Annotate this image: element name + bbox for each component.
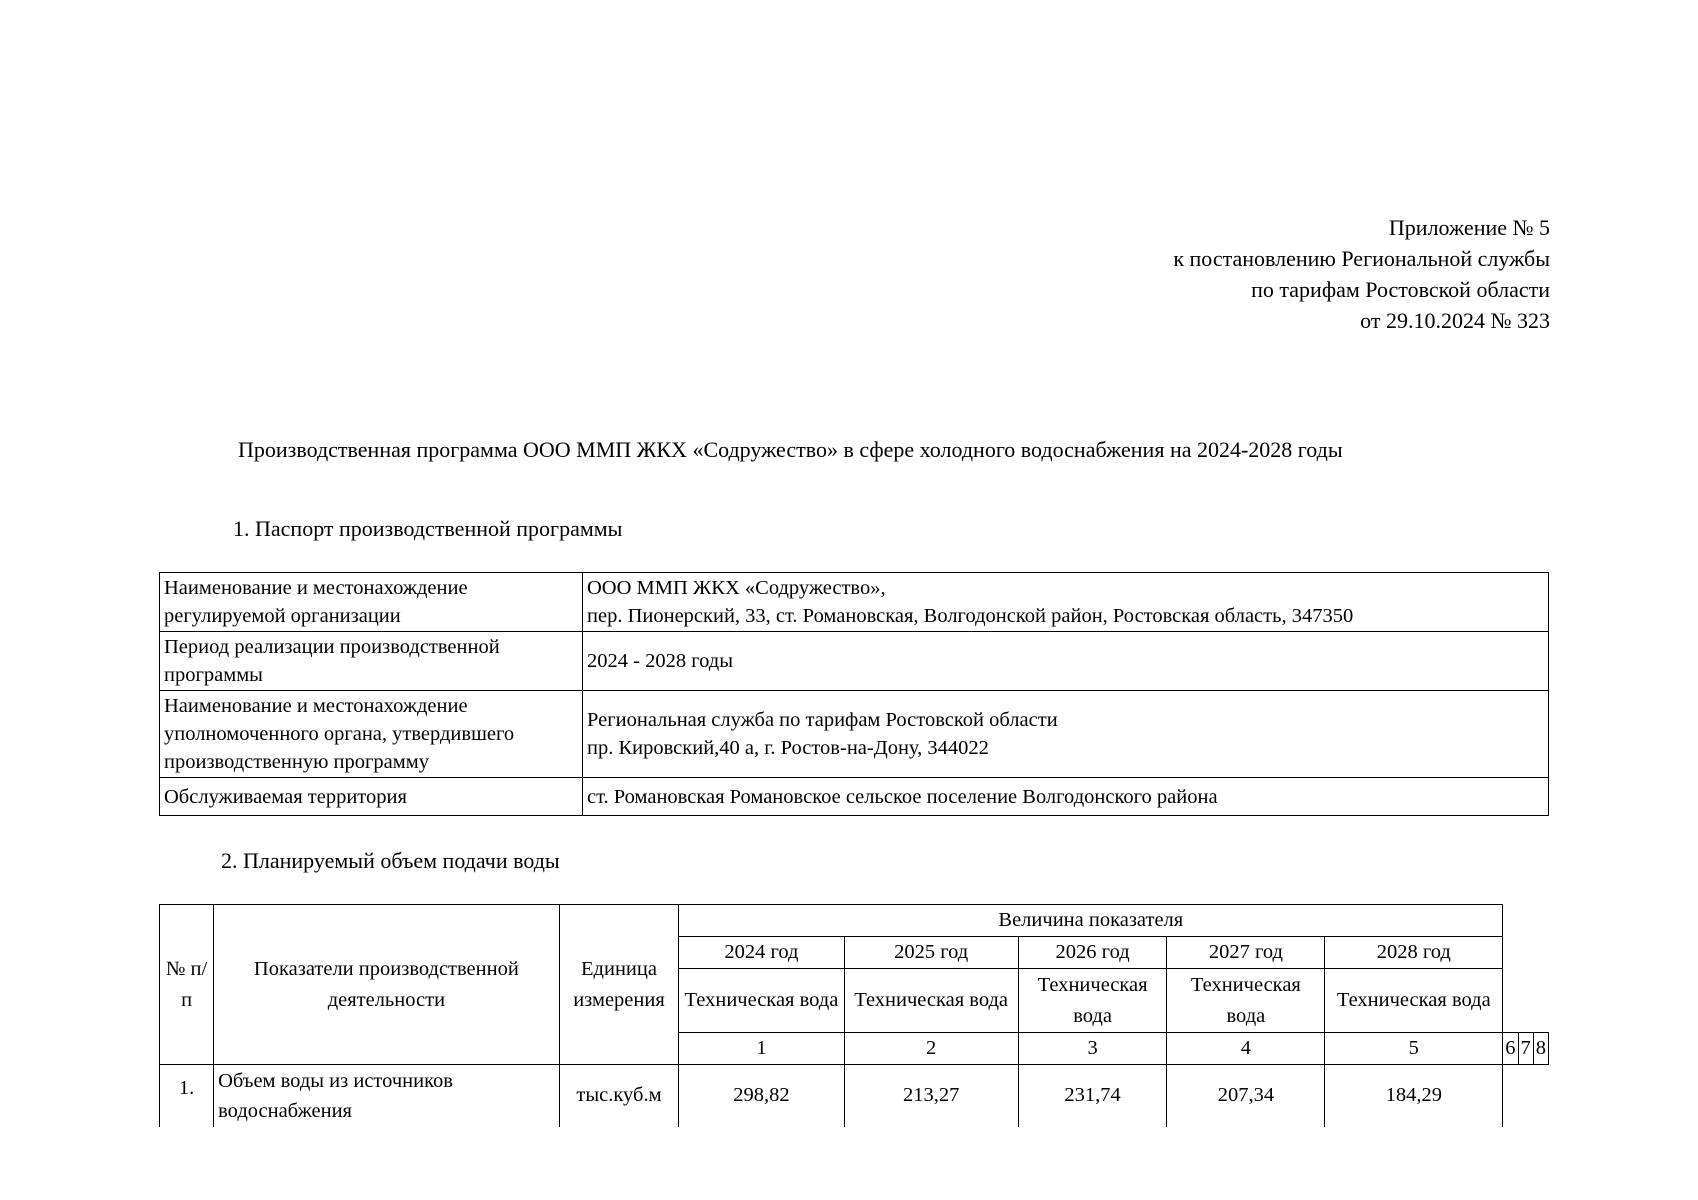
header-num: № п/п — [160, 905, 214, 1065]
table-row — [160, 1065, 1549, 1127]
column-number: 6 — [1503, 1033, 1518, 1065]
passport-row-territory — [160, 778, 1549, 816]
passport-value-line: ООО ММП ЖКХ «Содружество», — [587, 577, 886, 599]
passport-value-line: Региональная служба по тарифам Ростовской области — [587, 709, 1058, 731]
header-year: 2026 год — [1018, 937, 1167, 969]
header-water-type: Техническая вода — [1167, 969, 1325, 1033]
column-number: 4 — [1167, 1033, 1325, 1065]
passport-label: Обслуживаемая территория — [160, 778, 583, 816]
header-year: 2027 год — [1167, 937, 1325, 969]
passport-value-line: пер. Пионерский, 33, ст. Романовская, Волгодонской район, Ростовская область, 347350 — [587, 605, 1354, 627]
passport-value — [583, 778, 1549, 816]
row-value: 213,27 — [844, 1065, 1018, 1127]
appendix-line-3: по тарифам Ростовской области — [1251, 277, 1550, 302]
passport-row-period — [160, 632, 1549, 691]
passport-value — [583, 632, 1549, 691]
section-2-heading: 2. Планируемый объем подачи воды — [221, 848, 560, 873]
passport-row-organization — [160, 573, 1549, 632]
header-water-type: Техническая вода — [679, 969, 844, 1033]
row-value: 184,29 — [1325, 1065, 1503, 1127]
header-value-group: Величина показателя — [679, 905, 1503, 937]
row-unit: тыс.куб.м — [559, 1065, 679, 1127]
passport-value-line: 2024 - 2028 годы — [587, 650, 733, 672]
passport-value-line: пр. Кировский,40 а, г. Ростов-на-Дону, 344022 — [587, 737, 989, 759]
passport-row-authority — [160, 691, 1549, 778]
column-number: 2 — [844, 1033, 1018, 1065]
column-number: 3 — [1018, 1033, 1167, 1065]
header-water-type: Техническая вода — [844, 969, 1018, 1033]
row-num: 1. — [160, 1065, 214, 1127]
column-number: 7 — [1518, 1033, 1533, 1065]
header-row-group — [160, 905, 1549, 937]
column-number: 5 — [1325, 1033, 1503, 1065]
column-number: 1 — [679, 1033, 844, 1065]
passport-value — [583, 573, 1549, 632]
passport-label: Наименование и местонахождение уполномоченного органа, утвердившего производственную программу — [160, 691, 583, 778]
column-number: 8 — [1533, 1033, 1548, 1065]
passport-value-line: ст. Романовская Романовское сельское поселение Волгодонского района — [587, 785, 1218, 808]
passport-label: Период реализации производственной программы — [160, 632, 583, 691]
row-value: 207,34 — [1167, 1065, 1325, 1127]
header-year: 2025 год — [844, 937, 1018, 969]
appendix-block — [1173, 212, 1550, 336]
header-water-type: Техническая вода — [1018, 969, 1167, 1033]
header-unit: Единица измерения — [559, 905, 679, 1065]
document-title: Производственная программа ООО ММП ЖКХ «Содружество» в сфере холодного водоснабжения на 2024-2028 годы — [238, 437, 1343, 462]
row-indicator: Объем воды из источников водоснабжения — [214, 1065, 560, 1127]
passport-value — [583, 691, 1549, 778]
header-indicator: Показатели производственной деятельности — [214, 905, 560, 1065]
header-water-type: Техническая вода — [1325, 969, 1503, 1033]
appendix-line-4: от 29.10.2024 № 323 — [1360, 308, 1550, 333]
passport-table — [159, 572, 1549, 816]
water-volume-table — [159, 904, 1549, 1127]
row-value: 298,82 — [679, 1065, 844, 1127]
header-year: 2024 год — [679, 937, 844, 969]
passport-label: Наименование и местонахождение регулируемой организации — [160, 573, 583, 632]
row-value: 231,74 — [1018, 1065, 1167, 1127]
appendix-line-2: к постановлению Региональной службы — [1173, 246, 1550, 271]
section-1-heading: 1. Паспорт производственной программы — [233, 516, 623, 541]
header-year: 2028 год — [1325, 937, 1503, 969]
appendix-line-1: Приложение № 5 — [1388, 215, 1550, 240]
